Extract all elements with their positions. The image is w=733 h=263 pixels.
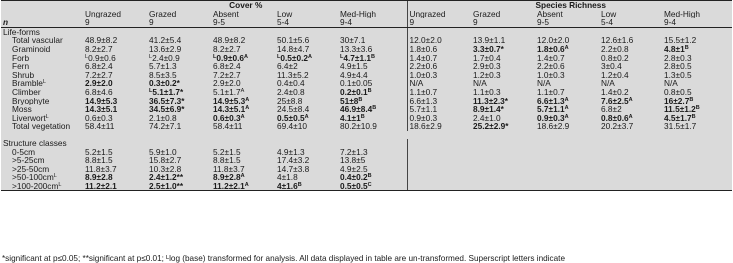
n-value: 9	[147, 18, 211, 27]
data-cell	[407, 182, 471, 191]
data-cell: N/A	[662, 79, 732, 88]
table-row	[1, 36, 732, 45]
section-label: Life-forms	[1, 27, 83, 36]
data-cell: $5.7\pm 1.1^A$	[535, 105, 599, 114]
table-row	[1, 114, 732, 123]
table-row	[1, 156, 732, 165]
n-label: n	[1, 18, 83, 27]
data-cell: 3.3±0.7*	[471, 45, 535, 54]
data-cell: 1.3±0.5	[662, 71, 732, 80]
data-cell	[471, 182, 535, 191]
data-cell: 11.2±2.1	[83, 182, 147, 191]
data-cell	[535, 156, 599, 165]
data-cell: 25.2±2.9*	[471, 122, 535, 131]
group-letter: A	[245, 105, 250, 112]
row-label: Fern	[1, 62, 83, 71]
row-label: Forb	[1, 54, 83, 63]
data-cell: 15.5±1.2	[662, 36, 732, 45]
group-letter: C	[367, 181, 372, 188]
data-cell	[471, 156, 535, 165]
data-cell: 5.2±1.5	[83, 148, 147, 157]
group-letter: A	[628, 113, 633, 120]
data-cell	[407, 156, 471, 165]
data-cell: 6.8±2.4	[211, 62, 275, 71]
group-letter: A	[240, 87, 245, 94]
row-label: Total vegetation	[1, 122, 83, 131]
row-label: Graminoid	[1, 45, 83, 54]
data-cell: 58.4±11	[211, 122, 275, 131]
data-cell: 5.9±1.0	[147, 148, 211, 157]
col-header: Absent	[535, 10, 599, 19]
data-cell: $4.8\pm 1^B$	[662, 45, 732, 54]
data-cell: 2.2±0.6	[535, 62, 599, 71]
data-cell: 2.9±2.0	[83, 79, 147, 88]
data-cell: 0.8±0.5	[662, 88, 732, 97]
data-cell: $0.5\pm 0.5^C$	[338, 182, 407, 191]
col-header: Med-High	[338, 10, 407, 19]
data-cell: 17.4±3.2	[275, 156, 338, 165]
data-cell: $^L4.7\pm 1.1^B$	[338, 54, 407, 63]
data-cell	[471, 173, 535, 182]
data-cell: 11.3±2.3*	[471, 97, 535, 106]
table-row	[1, 54, 732, 63]
data-cell: 1.7±0.4	[471, 54, 535, 63]
data-cell: 1.4±0.2	[599, 88, 662, 97]
group-letter: A	[308, 53, 312, 60]
data-cell: 0.6±0.3	[83, 114, 147, 123]
group-letter: A	[564, 105, 569, 112]
data-cell: 12.6±1.6	[599, 36, 662, 45]
group-letter: B	[360, 113, 365, 120]
data-cell: $0.5\pm 0.5^A$	[275, 114, 338, 123]
data-cell: 8.8±1.5	[83, 156, 147, 165]
col-header: Med-High	[662, 10, 732, 19]
data-cell: 1.0±0.3	[407, 71, 471, 80]
data-cell: 6.8±2.4	[83, 62, 147, 71]
col-header: Grazed	[471, 10, 535, 19]
data-cell: $5.1\pm 1.7^A$	[211, 88, 275, 97]
group-letter: B	[371, 53, 375, 60]
data-cell: 0.1±0.05	[338, 79, 407, 88]
row-label: Climber	[1, 88, 83, 97]
data-cell: $^L0.9\pm 0.6^A$	[211, 54, 275, 63]
data-cell: 11.8±3.7	[83, 165, 147, 174]
data-cell: 13.3±3.6	[338, 45, 407, 54]
table-row	[1, 71, 732, 80]
data-cell: 30±7.1	[338, 36, 407, 45]
data-cell: 50.1±5.6	[275, 36, 338, 45]
data-cell: $1.8\pm 0.6^A$	[535, 45, 599, 54]
footnote: *significant at p≤0.05; **significant at p≤0.01; ᴸlog (base) transformed for analysis. All data displayed in table are un-transformed. Superscript letters indicate	[2, 254, 565, 263]
data-cell: $8.9\pm 2.8^A$	[211, 173, 275, 182]
data-cell: $0.2\pm 0.1^B$	[338, 88, 407, 97]
log-marker: L	[53, 173, 57, 180]
data-cell: $7.6\pm 2.5^A$	[599, 97, 662, 106]
group-letter: B	[689, 96, 694, 103]
group-letter: A	[564, 96, 569, 103]
data-cell: 24.5±8.4	[275, 105, 338, 114]
data-cell: N/A	[471, 79, 535, 88]
data-cell: $46.9\pm 8.4^B$	[338, 105, 407, 114]
row-label: Shrub	[1, 71, 83, 80]
data-cell: $^L0.5\pm 0.2^A$	[275, 54, 338, 63]
data-cell: 2.8±0.3	[662, 54, 732, 63]
n-value: 9-4	[662, 18, 732, 27]
data-cell: 4±1.8	[275, 173, 338, 182]
n-value: 9-4	[338, 18, 407, 27]
data-cell: $0.8\pm 0.6^A$	[599, 114, 662, 123]
data-cell	[407, 148, 471, 157]
col-header: Ungrazed	[83, 10, 147, 19]
data-cell: 1.1±0.3	[471, 88, 535, 97]
data-cell: 48.9±8.2	[211, 36, 275, 45]
data-cell: 2.1±0.8	[147, 114, 211, 123]
group-letter: A	[628, 96, 633, 103]
data-cell: 0.9±0.3	[407, 114, 471, 123]
data-cell: 8.2±2.7	[211, 45, 275, 54]
data-cell: 11.8±3.7	[211, 165, 275, 174]
data-cell	[599, 148, 662, 157]
n-value: 9-5	[535, 18, 599, 27]
data-cell: 0.8±0.2	[599, 54, 662, 63]
data-cell: 2.8±0.5	[662, 62, 732, 71]
data-cell: $11.2\pm 2.1^A$	[211, 182, 275, 191]
data-cell: 12.0±2.0	[407, 36, 471, 45]
n-value: 5-4	[275, 18, 338, 27]
data-cell: 13.9±1.1	[471, 36, 535, 45]
row-label: 0-5cm	[1, 148, 83, 157]
data-cell	[662, 173, 732, 182]
corner-cell	[1, 1, 83, 10]
row-label: >5-25cm	[1, 156, 83, 165]
data-cell: 6.8±2	[599, 105, 662, 114]
data-cell	[599, 182, 662, 191]
data-cell	[599, 156, 662, 165]
data-cell: 13.6±2.9	[147, 45, 211, 54]
table-row	[1, 105, 732, 114]
data-cell	[535, 182, 599, 191]
data-cell: 2.4±0.8	[275, 88, 338, 97]
row-label: Bryophyte	[1, 97, 83, 106]
data-cell: 2.5±1.0**	[147, 182, 211, 191]
table-row	[1, 148, 732, 157]
col-header: Grazed	[147, 10, 211, 19]
log-marker: L	[149, 53, 153, 60]
data-cell: 0.3±0.2*	[147, 79, 211, 88]
group-letter: B	[695, 105, 700, 112]
section-row	[1, 139, 732, 148]
data-cell: 20.2±3.7	[599, 122, 662, 131]
data-cell: $11.5\pm 1.2^B$	[662, 105, 732, 114]
data-cell: $4.1\pm 1^B$	[338, 114, 407, 123]
table-row	[1, 88, 732, 97]
row-label: >25-50cm	[1, 165, 83, 174]
data-cell: 13.8±5	[338, 156, 407, 165]
data-cell: 7.2±2.7	[83, 71, 147, 80]
spacer-row	[1, 131, 732, 139]
data-cell: 1.2±0.3	[471, 71, 535, 80]
data-cell: 11.3±5.2	[275, 71, 338, 80]
row-label: $>50-100cm^L$	[1, 173, 83, 182]
group-letter: B	[297, 181, 302, 188]
log-marker: L	[277, 53, 281, 60]
data-cell: 58.4±11	[83, 122, 147, 131]
n-value: 9	[407, 18, 471, 27]
data-cell: 7.2±2.7	[211, 71, 275, 80]
data-cell: 15.8±2.7	[147, 156, 211, 165]
group-letter: A	[240, 113, 245, 120]
data-cell: 4.9±2.5	[338, 165, 407, 174]
group-letter: B	[367, 87, 372, 94]
data-cell: 1.4±0.7	[407, 54, 471, 63]
label-header-blank	[1, 10, 83, 19]
n-value: 5-4	[599, 18, 662, 27]
data-cell: 6.6±1.3	[407, 97, 471, 106]
data-cell: 14.7±3.8	[275, 165, 338, 174]
data-cell: 18.6±2.9	[407, 122, 471, 131]
data-cell: $4\pm 1.6^B$	[275, 182, 338, 191]
table-row	[1, 62, 732, 71]
data-cell: $0.6\pm 0.3^A$	[211, 114, 275, 123]
data-cell: 34.5±6.9*	[147, 105, 211, 114]
data-cell: 14.3±5.1	[83, 105, 147, 114]
data-cell	[471, 148, 535, 157]
data-cell: 31.5±1.7	[662, 122, 732, 131]
table-row	[1, 182, 732, 191]
data-cell: 8.9±2.8	[83, 173, 147, 182]
row-label: Total vascular	[1, 36, 83, 45]
data-cell: N/A	[535, 79, 599, 88]
data-cell: 0.4±0.4	[275, 79, 338, 88]
data-cell	[535, 165, 599, 174]
data-cell: 2.2±0.6	[407, 62, 471, 71]
data-cell: 1.4±0.7	[535, 54, 599, 63]
data-cell: 4.9±1.3	[275, 148, 338, 157]
data-cell: 12.0±2.0	[535, 36, 599, 45]
data-cell: $14.3\pm 5.1^A$	[211, 105, 275, 114]
group-letter: A	[244, 53, 248, 60]
col-header: Low	[599, 10, 662, 19]
group-letter: B	[358, 96, 363, 103]
data-cell	[662, 182, 732, 191]
data-cell: $0.4\pm 0.2^B$	[338, 173, 407, 182]
group-letter: B	[367, 173, 372, 180]
data-table	[1, 0, 732, 191]
data-cell: 8.9±1.4*	[471, 105, 535, 114]
data-cell: 5.7±1.1	[407, 105, 471, 114]
data-cell: 2.4±1.0	[471, 114, 535, 123]
data-cell: 14.9±5.3	[83, 97, 147, 106]
log-marker: L	[45, 113, 49, 120]
n-value: 9	[471, 18, 535, 27]
data-cell	[407, 165, 471, 174]
data-cell: 8.2±2.7	[83, 45, 147, 54]
table-row	[1, 45, 732, 54]
data-cell: 5.2±1.5	[211, 148, 275, 157]
col-header: Absent	[211, 10, 275, 19]
data-cell: 1.1±0.7	[535, 88, 599, 97]
data-cell: 3±0.4	[599, 62, 662, 71]
section-row	[1, 27, 732, 36]
data-cell: 7.2±1.3	[338, 148, 407, 157]
group-letter: A	[245, 96, 250, 103]
data-cell	[599, 165, 662, 174]
group-letter: A	[564, 113, 569, 120]
data-cell: 2.9±0.3	[471, 62, 535, 71]
data-cell: $14.9\pm 5.3^A$	[211, 97, 275, 106]
data-cell: 18.6±2.9	[535, 122, 599, 131]
data-cell: 48.9±8.2	[83, 36, 147, 45]
data-cell	[407, 173, 471, 182]
data-cell: 8.5±3.5	[147, 71, 211, 80]
data-cell	[599, 173, 662, 182]
group-letter: A	[244, 181, 249, 188]
data-cell: $51\pm 8^B$	[338, 97, 407, 106]
group-letter: B	[684, 44, 689, 51]
col-header: Low	[275, 10, 338, 19]
data-cell	[535, 148, 599, 157]
data-cell: 4.9±1.5	[338, 62, 407, 71]
data-cell	[471, 165, 535, 174]
cover-group-title: Cover %	[83, 1, 407, 10]
data-cell: N/A	[407, 79, 471, 88]
table-row	[1, 97, 732, 106]
row-label: $>100-200cm^L$	[1, 182, 83, 191]
data-cell: 1.8±0.6	[407, 45, 471, 54]
table-body	[1, 27, 732, 191]
data-cell: N/A	[599, 79, 662, 88]
data-cell	[662, 156, 732, 165]
section-label: Structure classes	[1, 139, 83, 148]
data-cell: 2.2±0.8	[599, 45, 662, 54]
data-cell: $^L$2.4±0.9	[147, 54, 211, 63]
data-cell	[662, 148, 732, 157]
data-cell: 80.2±10.9	[338, 122, 407, 131]
n-value: 9-5	[211, 18, 275, 27]
data-cell: 25±8.8	[275, 97, 338, 106]
data-cell: 8.8±1.5	[211, 156, 275, 165]
data-cell: $0.9\pm 0.3^A$	[535, 114, 599, 123]
data-cell: 41.2±5.4	[147, 36, 211, 45]
data-cell: $6.6\pm 1.3^A$	[535, 97, 599, 106]
richness-group-title: Species Richness	[407, 1, 732, 10]
data-cell: $16\pm 2.7^B$	[662, 97, 732, 106]
col-header: Ungrazed	[407, 10, 471, 19]
log-marker: L	[58, 181, 62, 188]
group-letter: A	[304, 113, 309, 120]
table-row	[1, 79, 732, 88]
log-marker: L	[42, 79, 46, 86]
data-cell: 69.4±10	[275, 122, 338, 131]
data-cell: 10.3±2.8	[147, 165, 211, 174]
data-cell: 4.9±4.4	[338, 71, 407, 80]
group-letter: B	[372, 105, 377, 112]
data-cell	[662, 165, 732, 174]
table-row	[1, 173, 732, 182]
group-letter: A	[564, 44, 569, 51]
log-marker: L	[149, 87, 153, 94]
table-row	[1, 122, 732, 131]
data-cell: 2.9±2.0	[211, 79, 275, 88]
group-letter: B	[691, 113, 696, 120]
data-cell: 5.7±1.3	[147, 62, 211, 71]
log-marker: L	[85, 53, 89, 60]
row-label: Moss	[1, 105, 83, 114]
data-cell: 2.4±1.2**	[147, 173, 211, 182]
log-marker: L	[340, 53, 344, 60]
row-label: Bramble$^L$	[1, 79, 83, 88]
log-marker: L	[213, 53, 217, 60]
data-cell: 6.8±4.6	[83, 88, 147, 97]
data-cell: 36.5±7.3*	[147, 97, 211, 106]
data-cell: 1.0±0.3	[535, 71, 599, 80]
table-row	[1, 165, 732, 174]
data-cell: $4.5\pm 1.7^B$	[662, 114, 732, 123]
data-cell: 74.2±7.1	[147, 122, 211, 131]
data-cell: $^L$5.1±1.7*	[147, 88, 211, 97]
group-letter: A	[240, 173, 245, 180]
data-cell: 1.2±0.4	[599, 71, 662, 80]
data-cell: $^L$0.9±0.6	[83, 54, 147, 63]
data-cell: 6.4±2	[275, 62, 338, 71]
data-cell: 1.1±0.7	[407, 88, 471, 97]
data-cell	[535, 173, 599, 182]
n-value: 9	[83, 18, 147, 27]
data-cell: 14.8±4.7	[275, 45, 338, 54]
row-label: Liverwort$^L$	[1, 114, 83, 123]
